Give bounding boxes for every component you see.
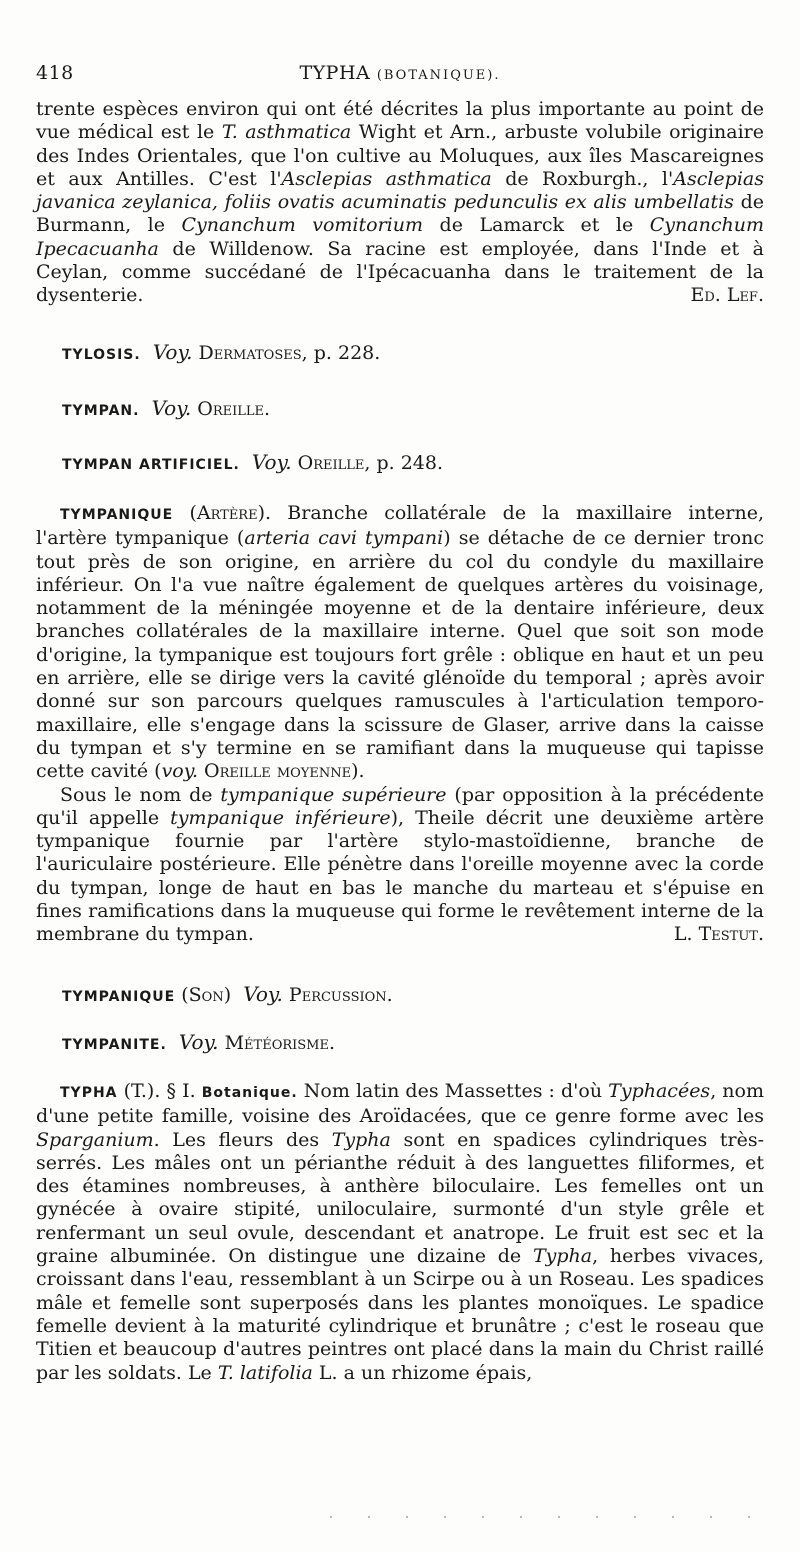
entry-tympan: TYMPAN. Voy. Oreille.	[62, 396, 271, 420]
entry-tympanique-artere: TYMPANIQUE (Artère). Branche collatérale de la maxillaire interne, l'artère tympanique (arteria cavi tympani) se détache de ce dernier tronc tout près de son origine, en arrière du col du condyle du maxillaire inférieur. On l'a vue naître également de quelques artères du voisinage, notamment de la méningée moyenne et de la dentaire inférieure, deux branches collatérales de la maxillaire interne. Quel que soit son mode d'origine, la tympanique est toujours fort grêle : oblique en haut et un peu en arrière, elle se dirige vers la cavité glénoïde du temporal ; après avoir donné sur son parcours quelques ramuscules à l'articulation temporo-maxillaire, elle s'engage dans la scissure de Glaser, arrive dans la caisse du tympan et s'y termine en se ramifiant dans la muqueuse qui tapisse cette cavité (voy. Oreille moyenne). Sous le nom de tympanique supérieure (par opposition à la précédente qu'il appelle tympanique inférieure), Theile décrit une deuxième artère tympanique fournie par l'artère stylo-mastoïdienne, branche de l'auriculaire postérieure. Elle pénètre dans l'oreille moyenne avec la corde du tympan, longe de haut en bas le manche du marteau et s'épuise en fines ramifications dans la muqueuse qui forme le revêtement interne de la membrane du tympan. L. Testut.	[36, 502, 764, 946]
headword: TYMPAN ARTIFICIEL.	[62, 457, 240, 473]
headword: TYLOSIS.	[62, 347, 141, 363]
intro-paragraph: trente espèces environ qui ont été décrites la plus importante au point de vue médical est le T. asthmatica Wight et Arn., arbuste volubile originaire des Indes Orientales, que l'on cultive au Moluques, aux îles Mascareignes et aux Antilles. C'est l'Asclepias asthmatica de Roxburgh., l'Asclepias javanica zeylanica, foliis ovatis acuminatis pedunculis ex alis umbellatis de Burmann, le Cynanchum vomitorium de Lamarck et le Cynanchum Ipecacuanha de Willdenow. Sa racine est employée, dans l'Inde et à Ceylan, comme succédané de l'Ipécacuanha dans le traitement de la dysenterie. Ed. Lef.	[36, 98, 765, 307]
headword: TYMPANIQUE	[60, 507, 174, 523]
entry-tympanite: TYMPANITE. Voy. Météorisme.	[62, 1030, 336, 1054]
signature: L. Testut.	[673, 923, 764, 946]
bleed-through-marks	[330, 1516, 750, 1518]
headword: TYMPANITE.	[62, 1037, 167, 1053]
running-title: TYPHA (BOTANIQUE).	[299, 62, 501, 84]
entry-tylosis: TYLOSIS. Voy. Dermatoses, p. 228.	[62, 340, 381, 364]
headword: TYMPANIQUE	[62, 989, 176, 1005]
entry-typha: TYPHA (T.). § I. Botanique. Nom latin des Massettes : d'où Typhacées, nom d'une petite famille, voisine des Aroïdacées, que ce genre forme avec les Sparganium. Les fleurs des Typha sont en spadices cylindriques très-serrés. Les mâles ont un périanthe réduit à des languettes filiformes, et des étamines nombreuses, à anthère biloculaire. Les femelles ont un gynécée à ovaire stipité, uniloculaire, surmonté d'un style grêle et renfermant un seul ovule, descendant et anatrope. Le fruit est sec et la graine albuminée. On distingue une dizaine de Typha, herbes vivaces, croissant dans l'eau, ressemblant à un Scirpe ou à un Roseau. Les spadices mâle et femelle sont superposés dans les plantes monoïques. Le spadice femelle devient à la maturité cylindrique et brunâtre ; c'est le roseau que Titien et beaucoup d'autres peintres ont placé dans la main du Christ raillé par les soldats. Le T. latifolia L. a un rhizome épais,	[36, 1080, 765, 1384]
headword: TYPHA	[60, 1085, 118, 1101]
page-number: 418	[36, 62, 74, 84]
entry-tympanique-son: TYMPANIQUE (Son) Voy. Percussion.	[62, 982, 393, 1006]
running-header	[36, 62, 764, 92]
entry-tympan-artificiel: TYMPAN ARTIFICIEL. Voy. Oreille, p. 248.	[62, 450, 444, 474]
signature: Ed. Lef.	[690, 284, 764, 307]
section-title: Botanique.	[201, 1085, 298, 1101]
headword: TYMPAN.	[62, 403, 140, 419]
